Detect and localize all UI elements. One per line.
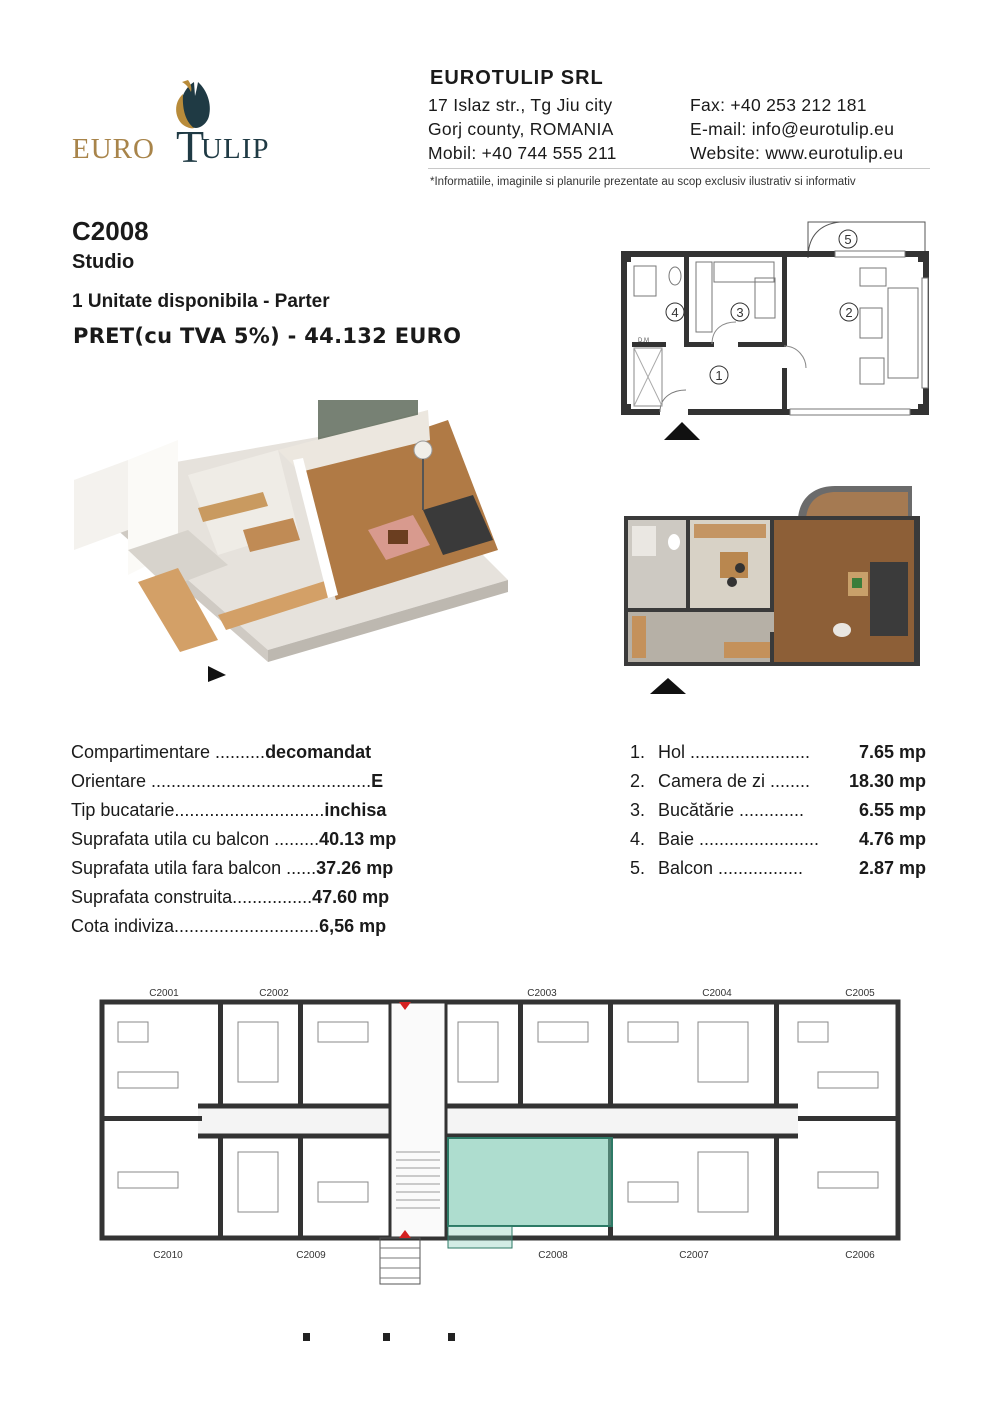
price-text: PRET(cu TVA 5%) - 44.132 EURO (73, 324, 462, 348)
spec-label: Compartimentare .......... (71, 742, 266, 762)
spec-value: E (371, 771, 384, 791)
spec-row (71, 767, 396, 796)
room-number-3: 3 (736, 305, 744, 320)
spec-label: Orientare ............................................ (71, 771, 372, 791)
spec-row (71, 825, 396, 854)
unit-label-c2009: C2009 (296, 1250, 326, 1261)
footer-marker (303, 1333, 310, 1341)
spec-row (71, 854, 396, 883)
address-line-2: Gorj county, ROMANIA (428, 119, 614, 139)
room-number-2: 2 (845, 305, 853, 320)
entrance-arrow-icon (664, 422, 700, 440)
spec-row (71, 796, 396, 825)
specifications-list (71, 738, 396, 941)
disclaimer-text: *Informatiile, imaginile si planurile prezentate au scop exclusiv ilustrativ si informativ (430, 176, 856, 188)
bath-note: D.M (638, 338, 649, 344)
spec-row (71, 738, 396, 767)
rooms-list (630, 738, 930, 883)
room-name: Camera de zi ........ (658, 771, 811, 791)
email-address[interactable]: E-mail: info@eurotulip.eu (690, 119, 895, 139)
topdown-entrance-arrow-icon (650, 678, 686, 694)
unit-label-c2008: C2008 (538, 1250, 568, 1261)
eurotulip-logo (70, 72, 320, 167)
unit-label-c2005: C2005 (845, 988, 875, 999)
logo-ulip-text: ULIP (201, 133, 270, 165)
spec-label: Cota indiviza............................. (71, 916, 320, 936)
room-num: 4. (630, 829, 646, 849)
spec-value: 6,56 mp (319, 916, 387, 936)
unit-label-c2002: C2002 (259, 988, 289, 999)
logo-euro-text: EURO (72, 133, 155, 165)
footer-marker (383, 1333, 390, 1341)
spec-value: 37.26 mp (316, 858, 394, 878)
spec-value: inchisa (324, 800, 387, 820)
spec-label: Suprafata utila cu balcon ......... (71, 829, 320, 849)
building-floor-plan (98, 982, 904, 1288)
unit-label-c2003: C2003 (527, 988, 557, 999)
spec-label: Tip bucatarie.............................. (71, 800, 325, 820)
room-area: 7.65 mp (858, 742, 926, 762)
room-number-1: 1 (715, 368, 723, 383)
room-number-5: 5 (844, 232, 852, 247)
unit-type: Studio (72, 251, 135, 273)
spec-row (71, 883, 396, 912)
room-row (630, 738, 930, 767)
room-num: 3. (630, 800, 646, 820)
unit-label-c2007: C2007 (679, 1250, 709, 1261)
company-name: EUROTULIP SRL (430, 67, 604, 89)
room-num: 1. (630, 742, 646, 762)
spec-value: decomandat (265, 742, 372, 762)
footer-marker (448, 1333, 455, 1341)
spec-value: 47.60 mp (312, 887, 390, 907)
room-name: Hol ........................ (658, 742, 811, 762)
room-area: 4.76 mp (858, 829, 926, 849)
room-num: 5. (630, 858, 646, 878)
fax-number: Fax: +40 253 212 181 (690, 95, 867, 115)
room-name: Baie ........................ (658, 829, 820, 849)
unit-label-c2010: C2010 (153, 1250, 183, 1261)
highlighted-unit-c2008 (448, 1138, 612, 1226)
room-row (630, 767, 930, 796)
address-line-1: 17 Islaz str., Tg Jiu city (428, 95, 613, 115)
room-row (630, 825, 930, 854)
spec-value: 40.13 mp (319, 829, 397, 849)
spec-label: Suprafata utila fara balcon ...... (71, 858, 317, 878)
availability-text: 1 Unitate disponibila - Parter (72, 291, 330, 312)
floor-plan-2d (620, 218, 930, 446)
spec-label: Suprafata construita................ (71, 887, 313, 907)
room-area: 18.30 mp (848, 771, 926, 791)
spec-row (71, 912, 396, 941)
room-area: 6.55 mp (858, 800, 926, 820)
render-topdown (620, 482, 930, 697)
unit-code: C2008 (72, 216, 149, 246)
render-entrance-arrow-icon (208, 666, 226, 682)
unit-label-c2006: C2006 (845, 1250, 875, 1261)
room-area: 2.87 mp (858, 858, 926, 878)
header-divider (428, 168, 930, 169)
room-number-4: 4 (671, 305, 679, 320)
room-row (630, 854, 930, 883)
mobile-number: Mobil: +40 744 555 211 (428, 143, 617, 163)
website-link[interactable]: Website: www.eurotulip.eu (690, 143, 904, 163)
unit-label-c2001: C2001 (149, 988, 179, 999)
room-row (630, 796, 930, 825)
unit-label-c2004: C2004 (702, 988, 732, 999)
render-3d-isometric (68, 400, 518, 690)
room-name: Balcon ................. (658, 858, 804, 878)
room-num: 2. (630, 771, 646, 791)
logo-tulip-T: T (176, 121, 205, 167)
room-name: Bucătărie ............. (658, 800, 805, 820)
